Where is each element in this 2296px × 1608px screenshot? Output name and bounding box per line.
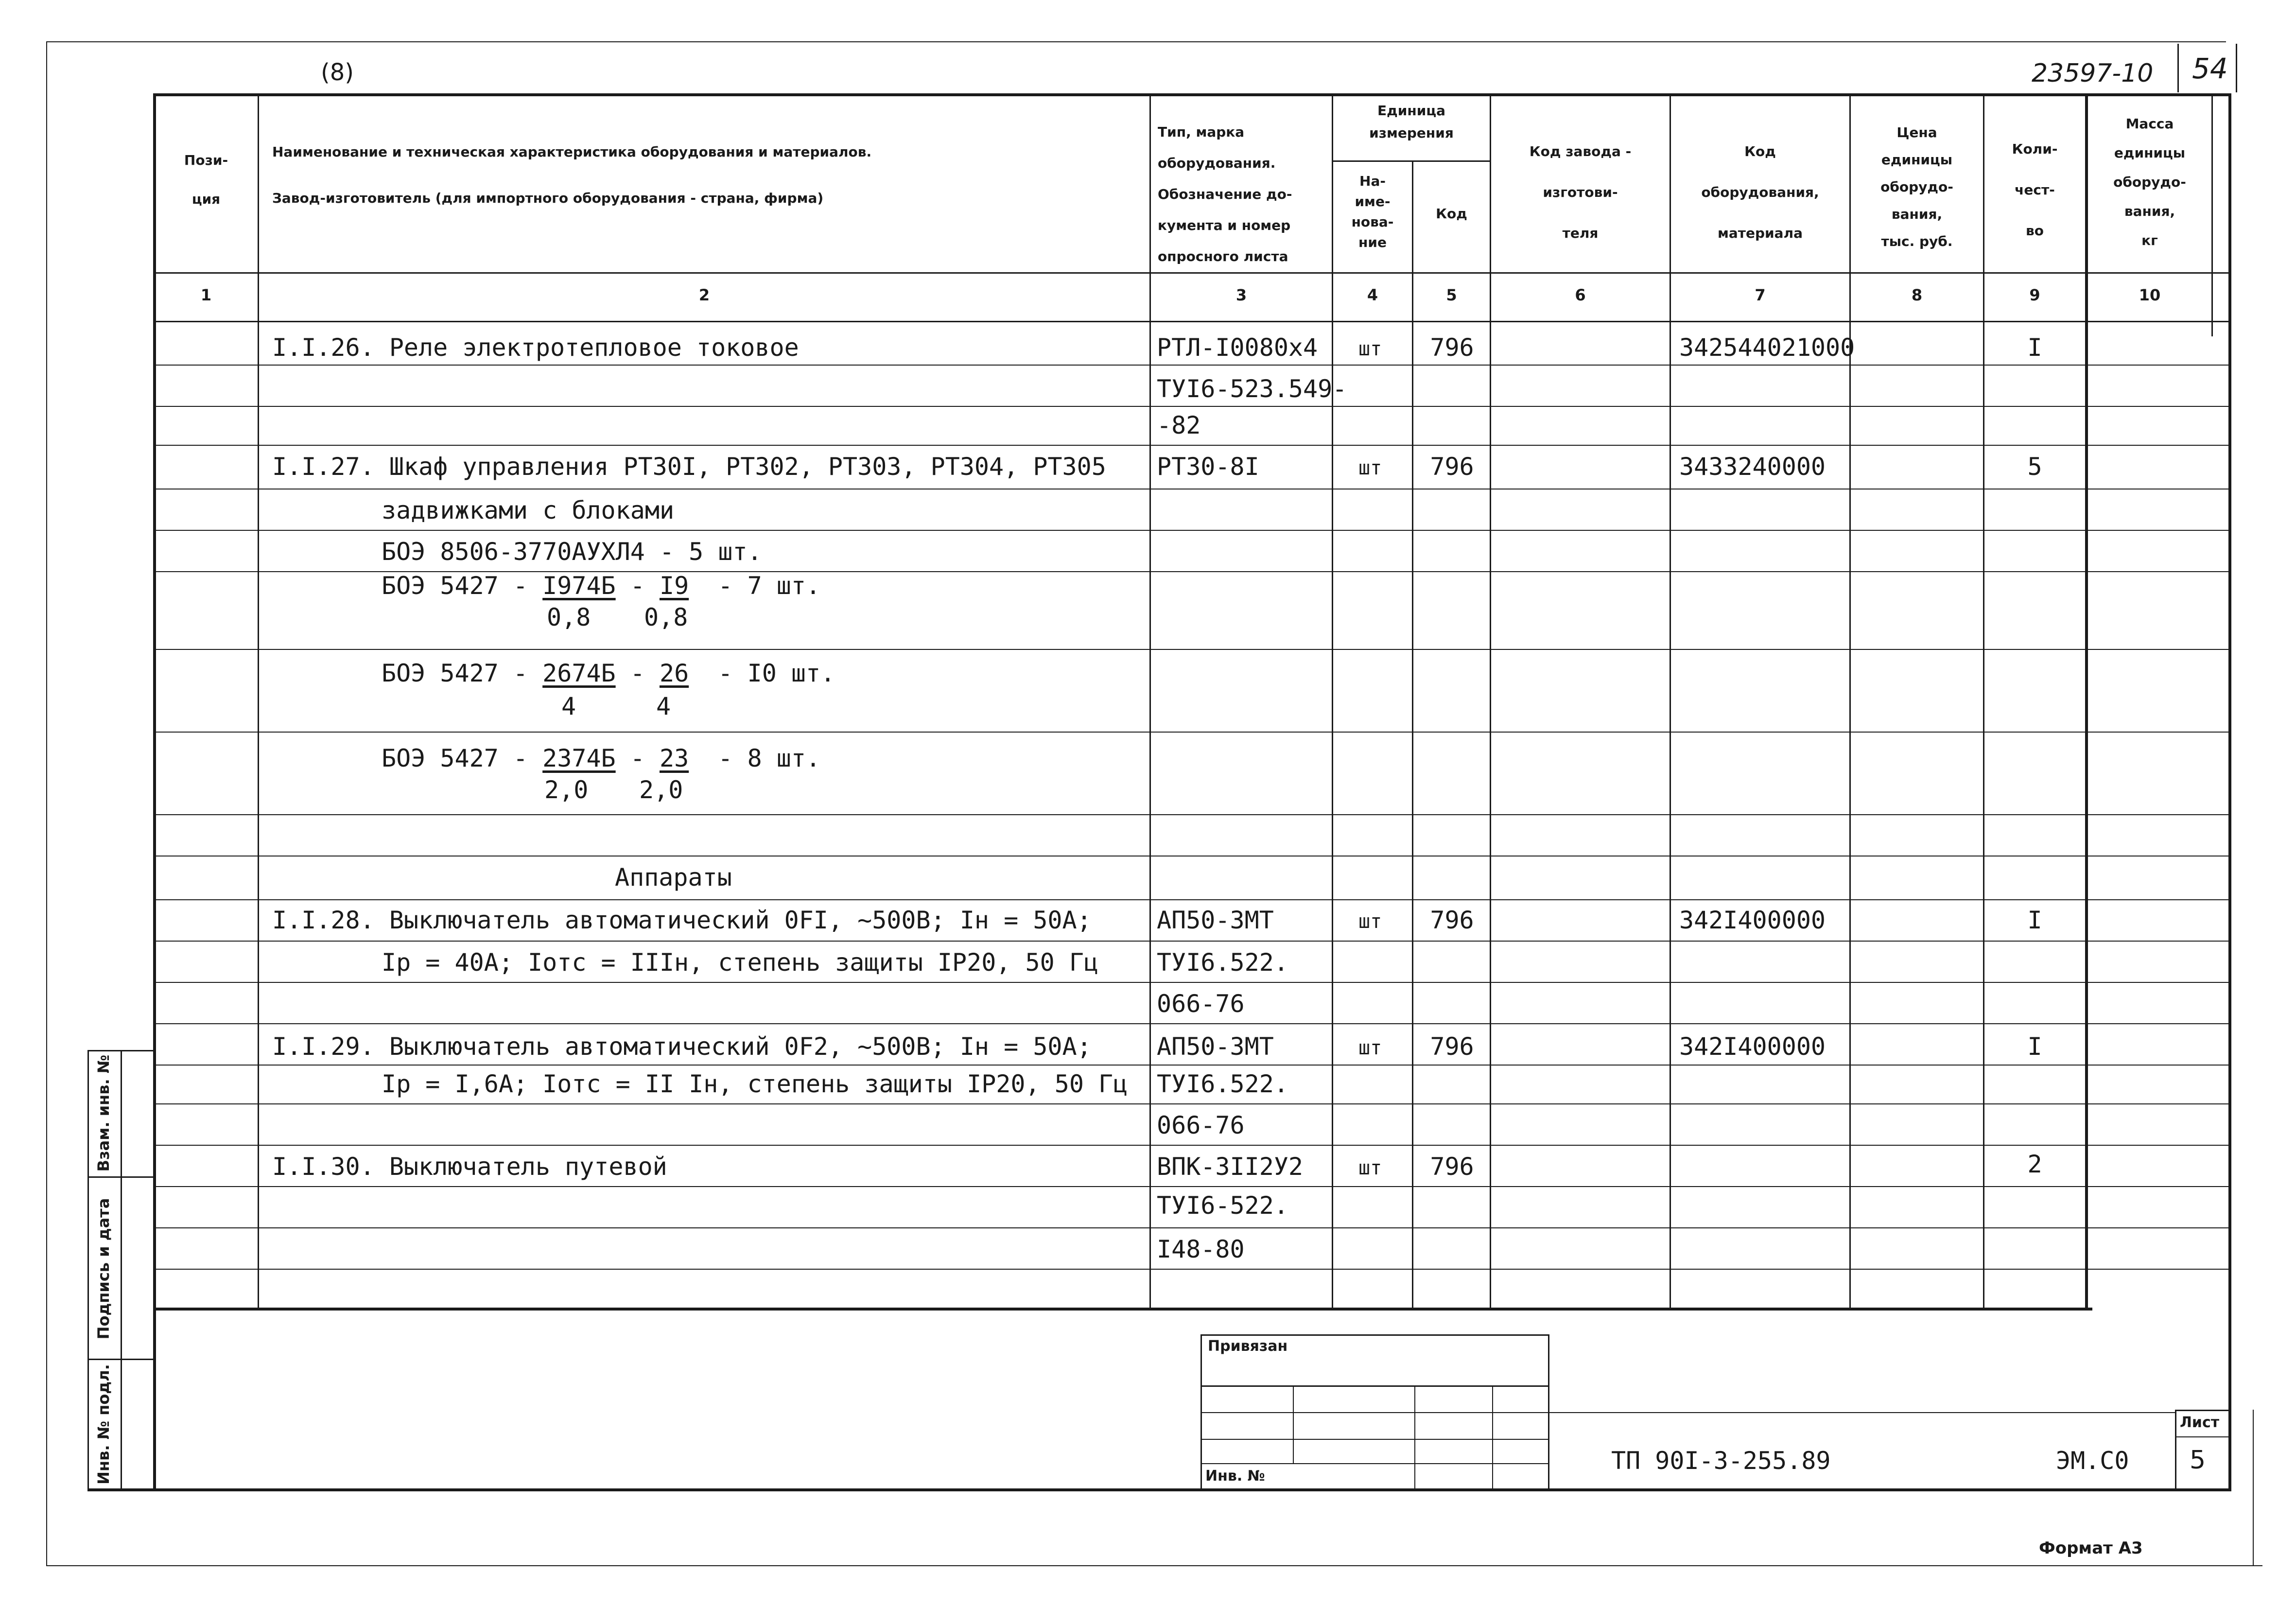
stamp-col bbox=[1293, 1385, 1294, 1463]
col-line-10 bbox=[2211, 93, 2213, 336]
item-1-1-26-doc-cont: -82 bbox=[1157, 411, 1201, 439]
inner-frame-right bbox=[2228, 93, 2231, 1488]
sidebar-left bbox=[87, 1050, 89, 1490]
item-1-1-27-type: РТ30-8I bbox=[1157, 453, 1259, 481]
col-line-5 bbox=[1490, 93, 1491, 1309]
item-1-1-26-type: РТЛ-I0080х4 bbox=[1157, 333, 1318, 362]
item-1-1-27-unit-code: 796 bbox=[1430, 453, 1474, 481]
header-quantity: Коли- чест- во bbox=[2012, 141, 2058, 239]
colnum-10: 10 bbox=[2139, 286, 2161, 304]
colnum-3: 3 bbox=[1235, 286, 1247, 304]
inner-frame-top bbox=[153, 93, 2228, 96]
doc-mark: ЭМ.С0 bbox=[2056, 1447, 2129, 1475]
header-price: Цена единицы оборудо- вания, тыс. руб. bbox=[1880, 124, 1953, 249]
outer-frame-left bbox=[46, 41, 47, 1565]
header-bottom-line bbox=[153, 272, 2228, 274]
item-1-1-29-name: I.I.29. Выключатель автоматический 0F2, ~500В; Iн = 50А; bbox=[272, 1032, 1092, 1061]
row-line bbox=[153, 1227, 2228, 1228]
item-1-1-30-unit: шт bbox=[1358, 1157, 1382, 1179]
stamp-col bbox=[1414, 1385, 1415, 1488]
item-1-1-29-type: АП50-3МТ bbox=[1157, 1032, 1274, 1061]
item-1-1-29-name-cont: Iр = I,6А; Iотс = II Iн, степень защиты IP20, 50 Гц bbox=[382, 1070, 1128, 1098]
row-line bbox=[153, 530, 2228, 531]
block-boe-5427-2674-den-1: 4 bbox=[561, 692, 576, 720]
sheet-label: Лист bbox=[2180, 1414, 2220, 1431]
stamp-top bbox=[1200, 1334, 1548, 1336]
col-line-9 bbox=[2085, 93, 2088, 1309]
item-1-1-26-doc: ТУI6-523.549- bbox=[1157, 375, 1347, 403]
colnum-4: 4 bbox=[1367, 286, 1378, 304]
item-1-1-27-equipment-code: 3433240000 bbox=[1679, 453, 1826, 481]
doc-code: ТП 90I-3-255.89 bbox=[1611, 1447, 1831, 1475]
colnum-bottom-line bbox=[153, 321, 2228, 322]
item-1-1-28-name: I.I.28. Выключатель автоматический 0FI, ~500В; Iн = 50А; bbox=[272, 906, 1092, 934]
item-1-1-28-quantity: I bbox=[2027, 906, 2042, 934]
block-boe-5427-2374-den-2: 2,0 bbox=[639, 776, 683, 804]
sidebar-vzam-inv: Взам. инв. № bbox=[94, 1054, 113, 1172]
col-line-4 bbox=[1412, 160, 1413, 1309]
header-unit-code: Код bbox=[1436, 206, 1467, 222]
stamp-right bbox=[1548, 1334, 1549, 1488]
colnum-6: 6 bbox=[1575, 286, 1586, 304]
sidebar-inv-podl: Инв. № подл. bbox=[94, 1364, 113, 1485]
item-1-1-26-quantity: I bbox=[2027, 333, 2042, 362]
sidebar-mid bbox=[121, 1050, 122, 1490]
outer-frame-right bbox=[2253, 1410, 2254, 1565]
stamp-row bbox=[1200, 1439, 1548, 1440]
row-line bbox=[153, 365, 2228, 366]
colnum-9: 9 bbox=[2029, 286, 2040, 304]
row-line bbox=[153, 982, 2228, 983]
item-1-1-27-unit: шт bbox=[1358, 457, 1382, 479]
outer-frame-top bbox=[46, 41, 2226, 42]
item-1-1-30-doc-cont: I48-80 bbox=[1157, 1235, 1245, 1263]
row-line bbox=[153, 1186, 2228, 1187]
row-line bbox=[153, 649, 2228, 650]
col-line-8 bbox=[1983, 93, 1984, 1309]
item-1-1-27-name: I.I.27. Шкаф управления РТ30I, РТ302, РТ303, РТ304, РТ305 bbox=[272, 453, 1106, 481]
col-line-2 bbox=[1149, 93, 1151, 1309]
item-1-1-26-unit-code: 796 bbox=[1430, 333, 1474, 362]
block-boe-5427-2374-den-1: 2,0 bbox=[544, 776, 589, 804]
item-1-1-29-quantity: I bbox=[2027, 1032, 2042, 1061]
stamp-privyazan: Привязан bbox=[1208, 1338, 1288, 1355]
stamp-row bbox=[1200, 1412, 1548, 1413]
sheet-box-split bbox=[2175, 1436, 2228, 1437]
row-line bbox=[153, 1145, 2228, 1146]
item-1-1-29-doc: ТУI6.522. bbox=[1157, 1070, 1288, 1098]
sheet-box-top bbox=[2175, 1410, 2228, 1411]
item-1-1-28-type: АП50-3МТ bbox=[1157, 906, 1274, 934]
colnum-8: 8 bbox=[1911, 286, 1923, 304]
header-unit: Единица измерения bbox=[1369, 103, 1454, 141]
page-number-left-border bbox=[2177, 44, 2179, 92]
table-bottom-line bbox=[153, 1308, 2092, 1311]
item-1-1-28-unit: шт bbox=[1358, 910, 1382, 933]
item-1-1-28-unit-code: 796 bbox=[1430, 906, 1474, 934]
block-boe-5427-2674: БОЭ 5427 - 2674Б - 26 - I0 шт. bbox=[382, 659, 835, 687]
row-line bbox=[153, 941, 2228, 942]
block-boe-5427-2674-den-2: 4 bbox=[656, 692, 671, 720]
item-1-1-26-name: I.I.26. Реле электротепловое токовое bbox=[272, 333, 799, 362]
item-1-1-30-unit-code: 796 bbox=[1430, 1153, 1474, 1181]
unit-header-split bbox=[1332, 160, 1490, 162]
outer-frame-bottom bbox=[46, 1565, 2262, 1566]
header-type: Тип, марка оборудования. Обозначение до- кумента и номер опросного листа bbox=[1158, 124, 1292, 264]
col-line-1 bbox=[258, 93, 259, 1309]
item-1-1-28-equipment-code: 342I400000 bbox=[1679, 906, 1826, 934]
block-boe-5427-1974: БОЭ 5427 - I974Б - I9 - 7 шт. bbox=[382, 572, 821, 600]
item-1-1-29-unit-code: 796 bbox=[1430, 1032, 1474, 1061]
stamp-col bbox=[1492, 1385, 1493, 1488]
item-1-1-30-doc: ТУI6-522. bbox=[1157, 1191, 1288, 1220]
colnum-1: 1 bbox=[200, 286, 212, 304]
colnum-5: 5 bbox=[1446, 286, 1457, 304]
item-1-1-27-name-cont: задвижками с блоками bbox=[382, 496, 675, 524]
header-plant-code: Код завода - изготови- теля bbox=[1529, 143, 1632, 241]
sheet-box-left bbox=[2175, 1410, 2176, 1488]
sidebar-sep bbox=[87, 1176, 155, 1178]
header-name: Наименование и техническая характеристика оборудования и материалов. Завод-изготовитель (для импортного оборудования - страна, фирма) bbox=[272, 144, 872, 206]
colnum-2: 2 bbox=[698, 286, 710, 304]
row-line bbox=[153, 1103, 2228, 1104]
item-1-1-27-quantity: 5 bbox=[2027, 453, 2042, 481]
doc-block-top bbox=[1548, 1412, 2175, 1413]
inner-frame-bottom bbox=[87, 1488, 2231, 1491]
row-line bbox=[153, 1065, 2228, 1066]
stamp-inv-label: Инв. № bbox=[1205, 1468, 1265, 1485]
stamp-row bbox=[1200, 1463, 1548, 1464]
item-1-1-28-name-cont: Iр = 40А; Iотс = IIIн, степень защиты IP20, 50 Гц bbox=[382, 948, 1099, 977]
item-1-1-29-doc-cont: 066-76 bbox=[1157, 1111, 1245, 1139]
item-1-1-30-name: I.I.30. Выключатель путевой bbox=[272, 1153, 667, 1181]
sidebar-podpis-data: Подпись и дата bbox=[94, 1198, 113, 1340]
header-equipment-code: Код оборудования, материала bbox=[1701, 143, 1819, 241]
block-boe-5427-1974-den-2: 0,8 bbox=[644, 603, 688, 631]
row-line bbox=[153, 1269, 2228, 1270]
item-1-1-29-unit: шт bbox=[1358, 1037, 1382, 1059]
row-line bbox=[153, 406, 2228, 407]
header-unit-name: На- име- нова- ние bbox=[1351, 173, 1394, 250]
top-right-code: 23597-10 bbox=[2032, 59, 2154, 88]
header-position: Пози- ция bbox=[184, 152, 228, 207]
section-heading-apparatus: Аппараты bbox=[615, 863, 732, 891]
block-boe-5427-2374: БОЭ 5427 - 2374Б - 23 - 8 шт. bbox=[382, 744, 821, 772]
row-line bbox=[153, 899, 2228, 900]
format-label: Формат А3 bbox=[2039, 1538, 2143, 1558]
item-1-1-30-type: ВПК-3II2У2 bbox=[1157, 1153, 1304, 1181]
col-line-3 bbox=[1332, 93, 1333, 1309]
row-line bbox=[153, 732, 2228, 733]
row-line bbox=[153, 445, 2228, 446]
page-number-right-border bbox=[2236, 44, 2237, 92]
block-boe-5427-1974-den-1: 0,8 bbox=[547, 603, 591, 631]
colnum-7: 7 bbox=[1755, 286, 1766, 304]
item-1-1-30-quantity: 2 bbox=[2027, 1150, 2042, 1178]
header-mass: Масса единицы оборудо- вания, кг bbox=[2113, 116, 2186, 248]
sheet-number: 5 bbox=[2190, 1446, 2206, 1475]
item-1-1-29-equipment-code: 342I400000 bbox=[1679, 1032, 1826, 1061]
item-1-1-28-doc: ТУI6.522. bbox=[1157, 948, 1288, 977]
row-line bbox=[153, 1023, 2228, 1024]
item-1-1-26-equipment-code: 342544021000 bbox=[1679, 333, 1855, 362]
col-line-6 bbox=[1670, 93, 1671, 1309]
top-left-mark: (8) bbox=[321, 59, 354, 86]
item-1-1-28-doc-cont: 066-76 bbox=[1157, 990, 1245, 1018]
page-number: 54 bbox=[2192, 52, 2228, 85]
row-line bbox=[153, 814, 2228, 815]
block-boe-8506: БОЭ 8506-3770АУХЛ4 - 5 шт. bbox=[382, 538, 762, 566]
stamp-row bbox=[1200, 1385, 1548, 1387]
item-1-1-26-unit: шт bbox=[1358, 338, 1382, 360]
col-line-7 bbox=[1849, 93, 1851, 1309]
stamp-left bbox=[1200, 1334, 1202, 1488]
